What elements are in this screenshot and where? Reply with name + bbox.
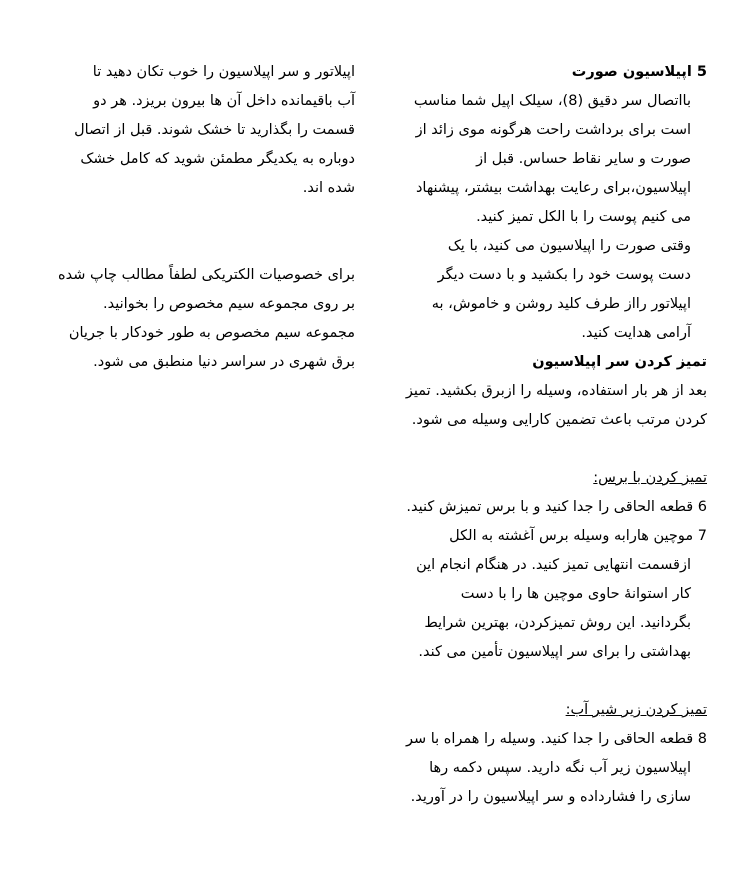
section5-line: اپیلاسیون،برای رعایت بهداشت بیشتر، پیشنهاد: [415, 180, 691, 196]
section5-line: دست پوست خود را بکشید و با دست دیگر: [437, 267, 691, 283]
item7-text: موچین هارابه وسیله برس آغشته به الکل: [449, 528, 694, 544]
left-para2-line: برق شهری در سراسر دنیا منطبق می شود.: [93, 354, 355, 370]
item8-number: 8: [697, 731, 707, 747]
left-para1-line: شده اند.: [302, 180, 355, 196]
left-para2-line: برای خصوصیات الکتریکی لطفاً مطالب چاپ شده: [57, 267, 355, 283]
item6-number: 6: [697, 499, 707, 515]
cleaning-title: تمیز کردن سر اپیلاسیون: [532, 354, 707, 370]
left-para1-line: اپیلاتور و سر اپیلاسیون را خوب تکان دهید تا: [92, 64, 355, 80]
left-para2-line: مجموعه سیم مخصوص به طور خودکار با جریان: [68, 325, 355, 341]
section5-line: آرامی هدایت کنید.: [581, 325, 691, 341]
section5-line: صورت و سایر نقاط حساس. قبل از: [476, 151, 691, 167]
brush-title: تمیز کردن با برس:: [593, 470, 707, 486]
section5-line: می کنیم پوست را با الکل تمیز کنید.: [476, 209, 691, 225]
section5-title: اپیلاسیون صورت: [571, 64, 692, 80]
item8-line: سازی را فشارداده و سر اپیلاسیون را در آورید.: [410, 789, 691, 805]
item6: [367, 493, 707, 522]
item7: [367, 522, 707, 551]
section5-heading: [367, 58, 707, 87]
cleaning-line: بعد از هر بار استفاده، وسیله را ازبرق بکشید. تمیز: [405, 383, 707, 399]
item7-line: بهداشتی را برای سر اپیلاسیون تأمین می کند.: [418, 644, 691, 660]
section5-line: است برای برداشت راحت هرگونه موی زائد از: [415, 122, 691, 138]
left-para2-line: بر روی مجموعه سیم مخصوص را بخوانید.: [103, 296, 355, 312]
item6-text: قطعه الحاقی را جدا کنید و با برس تمیزش کنید.: [406, 499, 694, 515]
left-para1-line: دوباره به یکدیگر مطمئن شوید که کامل خشک: [80, 151, 355, 167]
section5-number: 5: [696, 64, 707, 80]
left-para1-line: آب باقیمانده داخل آن ها بیرون بریزد. هر دو: [93, 93, 355, 109]
cleaning-line: کردن مرتب باعث تضمین کارایی وسیله می شود.: [411, 412, 707, 428]
item8: [367, 725, 707, 754]
section5-line: اپیلاتور رااز طرف کلید روشن و خاموش، به: [431, 296, 691, 312]
item7-line: کار استوانۀ حاوی موچین ها را با دست: [460, 586, 691, 602]
section5-line: بااتصال سر دقیق (8)، سیلک اپیل شما مناسب: [413, 93, 691, 109]
item8-text: قطعه الحاقی را جدا کنید. وسیله را همراه با سر: [405, 731, 694, 747]
section5-line: وقتی صورت را اپیلاسیون می کنید، با یک: [447, 238, 691, 254]
left-column: [15, 58, 355, 377]
right-column: [367, 58, 707, 812]
item7-number: 7: [697, 528, 707, 544]
item7-line: ازقسمت انتهایی تمیز کنید. در هنگام انجام این: [416, 557, 691, 573]
water-title: تمیز کردن زیر شیر آب:: [565, 702, 707, 718]
left-para1-line: قسمت را بگذارید تا خشک شوند. قبل از اتصال: [74, 122, 355, 138]
item7-line: بگردانید. این روش تمیزکردن، بهترین شرایط: [424, 615, 691, 631]
item8-line: اپیلاسیون زیر آب نگه دارید. سپس دکمه رها: [429, 760, 691, 776]
